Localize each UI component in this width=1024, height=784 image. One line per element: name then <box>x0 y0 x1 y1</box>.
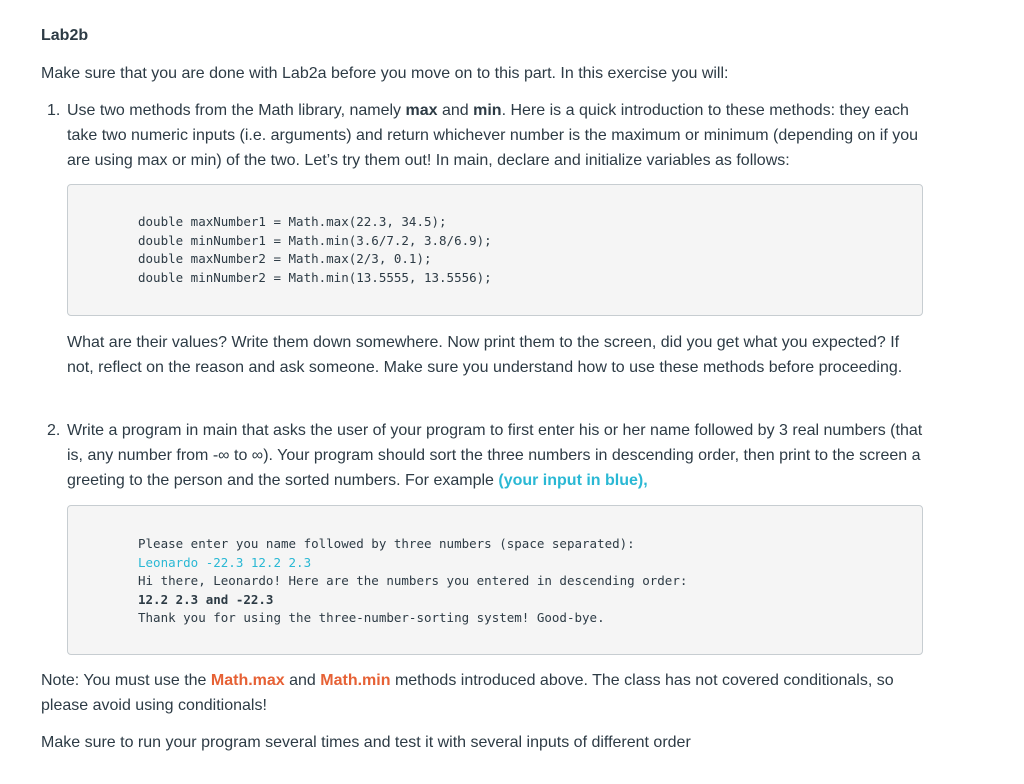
list-item-1 <box>47 98 927 173</box>
item1-text-a: Use two methods from the Math library, namely <box>67 102 406 119</box>
list-number-2: 2. <box>47 422 61 439</box>
list-item-2 <box>47 418 927 493</box>
min-keyword: min <box>473 102 502 119</box>
code-block-example-output <box>67 505 923 655</box>
code-block-declarations <box>67 184 923 316</box>
note-text-a: Note: You must use the <box>41 672 211 689</box>
max-keyword: max <box>405 102 438 119</box>
sorted-numbers-line: 12.2 2.3 and -22.3 <box>138 591 274 607</box>
item2-text <box>67 418 927 493</box>
item1-text-b: and <box>437 102 474 119</box>
code-lines <box>138 213 492 287</box>
code-line: double minNumber2 = Math.min(13.5555, 13.5556); <box>138 269 492 285</box>
blue-input-note: (your input in blue) <box>498 472 644 489</box>
note-text-b: and <box>284 672 321 689</box>
list-number-1: 1. <box>47 102 61 119</box>
item2-text-b: , <box>643 472 648 489</box>
greeting-line: Hi there, Leonardo! Here are the numbers you entered in descending order: <box>138 573 688 588</box>
intro-paragraph: Make sure that you are done with Lab2a before you move on to this part. In this exercise you will: <box>41 65 729 82</box>
goodbye-line: Thank you for using the three-number-sorting system! Good-bye. <box>138 610 605 625</box>
item1-follow-paragraph: What are their values? Write them down somewhere. Now print them to the screen, did you get what you expected? If not, reflect on the reason and ask someone. Make sure you understand how to use these methods before proceeding. <box>67 334 903 376</box>
code-line: double maxNumber1 = Math.max(22.3, 34.5); <box>138 214 447 229</box>
math-min-highlight: Math.min <box>320 672 391 689</box>
note-text-c: methods introduced above. The class has not covered conditionals, so please avoid using conditionals! <box>41 672 894 714</box>
user-input-line: Leonardo -22.3 12.2 2.3 <box>138 554 312 570</box>
code-lines <box>138 535 687 628</box>
item1-text <box>67 98 927 173</box>
item2-text-a: Write a program in main that asks the user of your program to first enter his or her name followed by 3 real numbers (that is, any number from -∞ to ∞). Your program should sort the three numbers in descending order, then print to the screen a greeting to the person and the sorted numbers. For example <box>67 422 923 489</box>
output-prompt-line: Please enter you name followed by three numbers (space separated): <box>138 536 635 551</box>
code-line: double maxNumber2 = Math.max(2/3, 0.1); <box>138 251 432 266</box>
final-paragraph: Make sure to run your program several times and test it with several inputs of different order <box>41 734 691 751</box>
note-paragraph <box>41 668 941 718</box>
page-title: Lab2b <box>41 27 89 44</box>
code-line: double minNumber1 = Math.min(3.6/7.2, 3.8/6.9); <box>138 232 492 248</box>
item1-text-c: . Here is a quick introduction to these methods: they each take two numeric inputs (i.e. arguments) and return whichever number is the maximum or minimum (depending on if you are using max or min) of the two. Let’s try them out! In main, declare and initialize variables as follows: <box>67 102 919 169</box>
math-max-highlight: Math.max <box>210 672 285 689</box>
